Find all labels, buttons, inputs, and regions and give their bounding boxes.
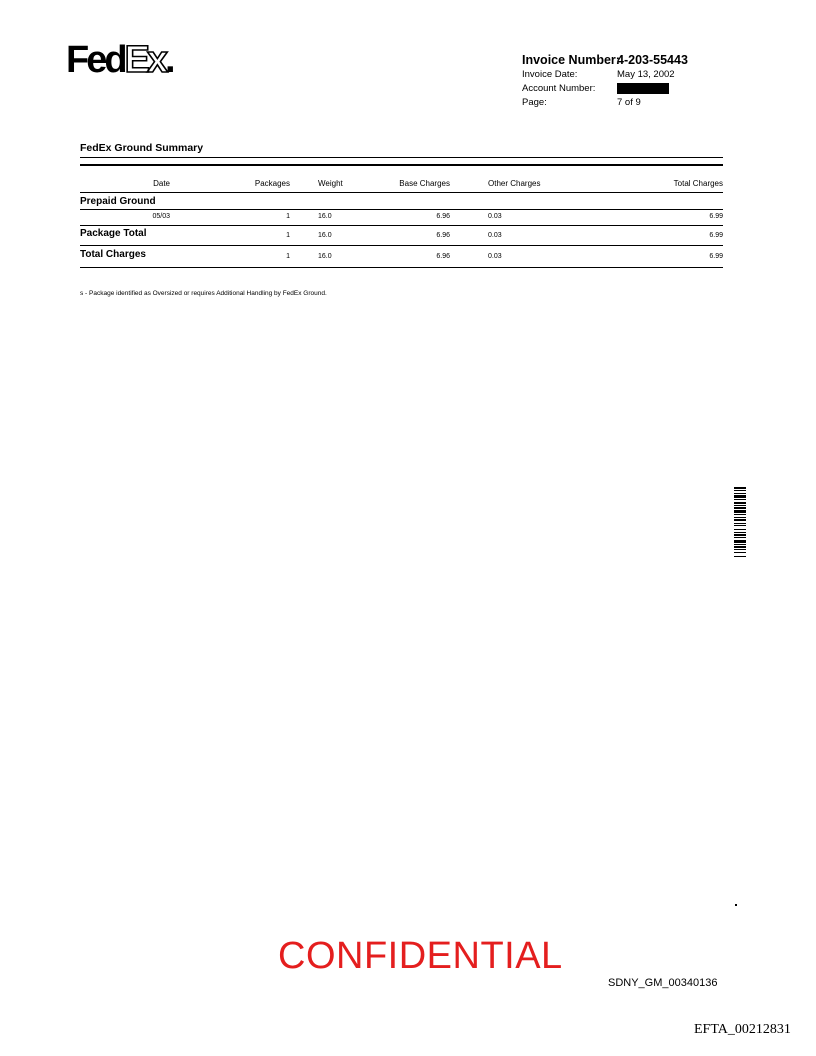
page-label: Page: (522, 97, 547, 108)
logo-ex-text: Ex (124, 39, 166, 81)
invoice-date-row (522, 68, 688, 81)
package-total-rule (80, 245, 723, 246)
header-rule (80, 192, 723, 193)
invoice-date-label: Invoice Date: (522, 69, 578, 80)
total-charges-other: 0.03 (488, 253, 502, 260)
invoice-number-row (522, 53, 688, 67)
total-charges-label: Total Charges (80, 249, 146, 260)
page-mark (735, 904, 737, 906)
cell-total-charges: 6.99 (709, 213, 723, 220)
package-total-packages: 1 (286, 232, 290, 239)
confidential-stamp: CONFIDENTIAL (278, 935, 563, 977)
detail-rule (80, 225, 723, 226)
invoice-header (522, 53, 688, 109)
package-total-weight: 16.0 (318, 232, 332, 239)
account-number-label: Account Number: (522, 83, 596, 94)
barcode-image (734, 487, 746, 581)
page-value: 7 of 9 (617, 97, 641, 108)
fedex-logo (66, 40, 173, 80)
account-number-row (522, 82, 688, 95)
cell-weight: 16.0 (318, 213, 332, 220)
footnote: s - Package identified as Oversized or requires Additional Handling by FedEx Ground. (80, 290, 327, 297)
group-rule (80, 209, 723, 210)
account-number-redaction (617, 83, 669, 94)
package-total-other: 0.03 (488, 232, 502, 239)
cell-packages: 1 (286, 213, 290, 220)
header-base-charges: Base Charges (399, 179, 450, 188)
total-charges-total: 6.99 (709, 253, 723, 260)
total-charges-rule (80, 267, 723, 268)
cell-date: 05/03 (152, 213, 170, 220)
section-rule-top (80, 157, 723, 158)
header-total-charges: Total Charges (673, 179, 723, 188)
invoice-number-value: 4-203-55443 (617, 53, 688, 67)
total-charges-weight: 16.0 (318, 253, 332, 260)
package-total-base: 6.96 (436, 232, 450, 239)
header-packages: Packages (254, 179, 290, 188)
logo-fed-text: Fed (66, 39, 125, 81)
invoice-number-label: Invoice Number: (522, 53, 620, 67)
cell-base-charges: 6.96 (436, 213, 450, 220)
header-date: Date (153, 179, 170, 188)
total-charges-base: 6.96 (436, 253, 450, 260)
package-total-label: Package Total (80, 228, 147, 239)
package-total-total: 6.99 (709, 232, 723, 239)
page-row (522, 96, 688, 109)
cell-other-charges: 0.03 (488, 213, 502, 220)
header-other-charges: Other Charges (488, 179, 541, 188)
total-charges-packages: 1 (286, 253, 290, 260)
section-title: FedEx Ground Summary (80, 142, 204, 154)
efta-number: EFTA_00212831 (694, 1022, 791, 1037)
header-weight: Weight (318, 179, 343, 188)
section-rule-thick (80, 164, 723, 166)
invoice-date-value: May 13, 2002 (617, 69, 675, 80)
bates-number: SDNY_GM_00340136 (608, 977, 718, 989)
logo-dot: . (165, 39, 173, 81)
group-label-prepaid-ground: Prepaid Ground (80, 196, 156, 207)
